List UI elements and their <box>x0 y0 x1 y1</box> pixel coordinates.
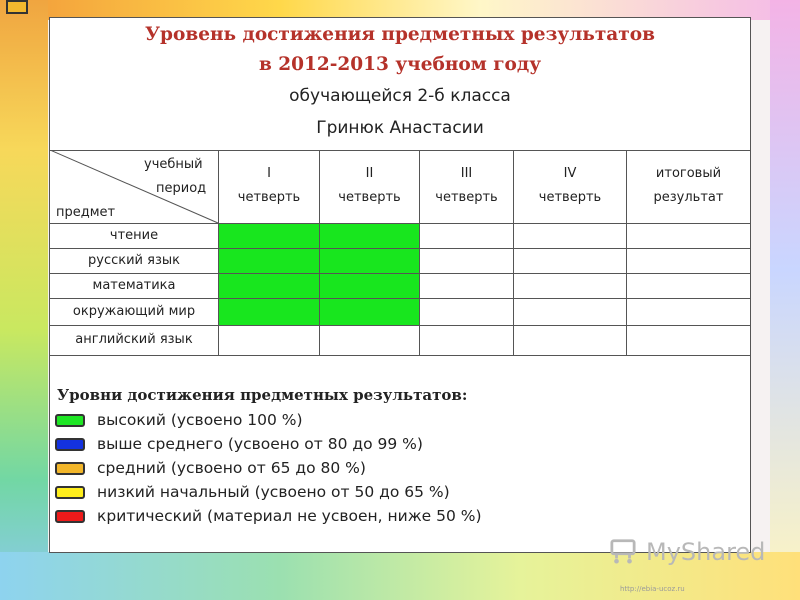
legend <box>50 356 750 552</box>
legend-label-mid: средний (усвоено от 65 до 80 %) <box>97 459 366 477</box>
column-header-q2-label: четверть <box>338 190 401 205</box>
corner-period-label-1: учебный <box>144 157 203 172</box>
cell-russian-q1 <box>219 249 319 273</box>
cell-russian-q2 <box>320 249 419 273</box>
results-table <box>50 150 750 356</box>
legend-swatch-mid <box>55 462 85 475</box>
legend-label-above: выше среднего (усвоено от 80 до 99 %) <box>97 435 423 453</box>
column-header-q4-label: четверть <box>538 190 602 205</box>
legend-swatch-above <box>55 438 85 451</box>
column-header-q1-label: четверть <box>237 190 301 205</box>
table-line <box>50 273 750 274</box>
student-class: обучающейся 2-б класса <box>289 86 511 106</box>
title-line-1: Уровень достижения предметных результатов <box>145 24 655 45</box>
watermark-text: MyShared <box>646 538 766 566</box>
legend-label-high: высокий (усвоено 100 %) <box>97 411 303 429</box>
cell-world-q1 <box>219 299 319 325</box>
watermark <box>608 536 768 570</box>
legend-title: Уровни достижения предметных результатов: <box>57 386 468 404</box>
legend-swatch-low <box>55 486 85 499</box>
background-right-strip <box>770 0 800 600</box>
row-label-russian: русский язык <box>88 253 180 268</box>
column-header-q3-num: III <box>460 166 473 181</box>
cell-math-q2 <box>320 274 419 298</box>
cell-reading-q1 <box>219 224 319 248</box>
table-line <box>50 248 750 249</box>
cell-reading-q2 <box>320 224 419 248</box>
title-line-2: в 2012-2013 учебном году <box>258 54 542 75</box>
cart-icon <box>608 538 638 564</box>
watermark-url: http://ebia-ucoz.ru <box>620 585 685 593</box>
table-line <box>50 325 750 326</box>
legend-swatch-high <box>55 414 85 427</box>
cell-math-q1 <box>219 274 319 298</box>
report-card <box>49 17 751 553</box>
background-left-strip <box>0 0 48 600</box>
row-label-math: математика <box>92 278 176 293</box>
row-label-world: окружающий мир <box>72 304 196 319</box>
column-header-final-1: итоговый <box>655 166 722 181</box>
table-line <box>50 298 750 299</box>
column-header-q4-num: IV <box>563 166 577 181</box>
row-label-english: английский язык <box>75 332 193 347</box>
legend-swatch-critical <box>55 510 85 523</box>
student-name: Гринюк Анастасии <box>316 118 484 138</box>
corner-period-label-2: период <box>156 181 207 196</box>
legend-label-low: низкий начальный (усвоено от 50 до 65 %) <box>97 483 450 501</box>
slide-corner-icon[interactable] <box>6 0 28 14</box>
cell-world-q2 <box>320 299 419 325</box>
row-label-reading: чтение <box>109 228 159 243</box>
column-header-q3-label: четверть <box>435 190 498 205</box>
column-header-final-2: результат <box>653 190 724 205</box>
title-block <box>50 18 750 150</box>
column-header-q1-num: I <box>267 166 271 181</box>
corner-subject-label: предмет <box>56 205 116 220</box>
legend-label-critical: критический (материал не усвоен, ниже 50 %) <box>97 507 482 525</box>
column-header-q2-num: II <box>365 166 374 181</box>
